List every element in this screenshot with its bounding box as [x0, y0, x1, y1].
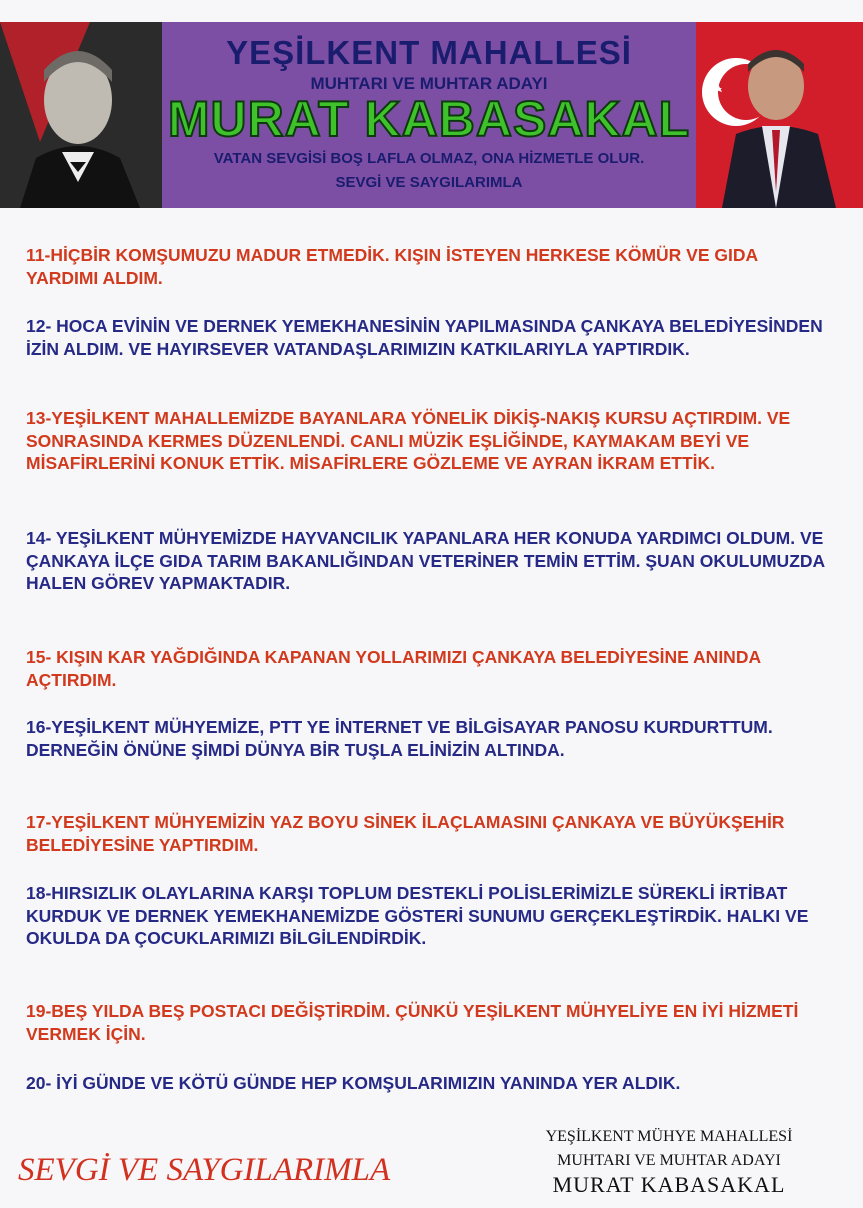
candidate-portrait: [696, 22, 863, 208]
list-item: 20- İYİ GÜNDE VE KÖTÜ GÜNDE HEP KOMŞULARIMIZIN YANINDA YER ALDIK.: [26, 1073, 681, 1093]
list-item: 12- HOCA EVİNİN VE DERNEK YEMEKHANESİNİN YAPILMASINDA ÇANKAYA BELEDİYESİNDEN İZİN ALDIM. VE HAYIRSEVER VATANDAŞLARIMIZIN KATKILARIYLA YAPTIRDIK.: [26, 316, 823, 359]
list-item: 14- YEŞİLKENT MÜHYEMİZDE HAYVANCILIK YAPANLARA HER KONUDA YARDIMCI OLDUM. VE ÇANKAYA İLÇE GIDA TARIM BAKANLIĞINDAN VETERİNER TEMİN ETTİM. ŞUAN OKULUMUZDA HALEN GÖREV YAPMAKTADIR.: [26, 528, 825, 593]
candidate-name: MURAT KABASAKAL: [167, 91, 691, 147]
list-item: 13-YEŞİLKENT MAHALLEMİZDE BAYANLARA YÖNELİK DİKİŞ-NAKIŞ KURSU AÇTIRDIM. VE SONRASINDA KERMES DÜZENLENDİ. CANLI MÜZİK EŞLİĞİNDE, KAYMAKAM BEYİ VE MİSAFİRLERİNİ KONUK ETTİK. MİSAFİRLERE GÖZLEME VE AYRAN İKRAM ETTİK.: [26, 408, 791, 473]
slogan: VATAN SEVGİSİ BOŞ LAFLA OLMAZ, ONA HİZMETLE OLUR.: [213, 150, 645, 167]
ataturk-portrait: [0, 22, 162, 208]
list-item: 16-YEŞİLKENT MÜHYEMİZE, PTT YE İNTERNET VE BİLGİSAYAR PANOSU KURDURTTUM. DERNEĞİN ÖNÜNE ŞİMDİ DÜNYA BİR TUŞLA ELİNİZİN ALTINDA.: [26, 717, 773, 760]
list-item: 17-YEŞİLKENT MÜHYEMİZİN YAZ BOYU SİNEK İLAÇLAMASINI ÇANKAYA VE BÜYÜKŞEHİR BELEDİYESİNE YAPTIRDIM.: [26, 812, 785, 855]
footer-role: MUHTARI VE MUHTAR ADAYI: [557, 1152, 781, 1169]
list-item: 18-HIRSIZLIK OLAYLARINA KARŞI TOPLUM DESTEKLİ POLİSLERİMİZLE SÜREKLİ İRTİBAT KURDUK VE DERNEK YEMEKHANEMİZDE GÖSTERİ SUNUMU GERÇEKLEŞTİRDİK. HALKI VE OKULDA DA ÇOCUKLARIMIZI BİLGİLENDİRDİK.: [26, 883, 809, 948]
role-subtitle: MUHTARI VE MUHTAR ADAYI: [310, 74, 548, 93]
list-item: 19-BEŞ YILDA BEŞ POSTACI DEĞİŞTİRDİM. ÇÜNKÜ YEŞİLKENT MÜHYELİYE EN İYİ HİZMETİ VERMEK İÇİN.: [26, 1001, 799, 1044]
header-regards: SEVGİ VE SAYGILARIMLA: [335, 174, 523, 191]
list-item: 11-HİÇBİR KOMŞUMUZU MADUR ETMEDİK. KIŞIN İSTEYEN HERKESE KÖMÜR VE GIDA YARDIMI ALDIM.: [26, 245, 758, 288]
footer-neighborhood: YEŞİLKENT MÜHYE MAHALLESİ: [545, 1128, 793, 1145]
footer-name: MURAT KABASAKAL: [552, 1172, 786, 1197]
footer-regards: SEVGİ VE SAYGILARIMLA: [18, 1152, 391, 1188]
list-item: 15- KIŞIN KAR YAĞDIĞINDA KAPANAN YOLLARIMIZI ÇANKAYA BELEDİYESİNE ANINDA AÇTIRDIM.: [26, 647, 761, 690]
neighborhood-title: YEŞİLKENT MAHALLESİ: [226, 34, 632, 71]
